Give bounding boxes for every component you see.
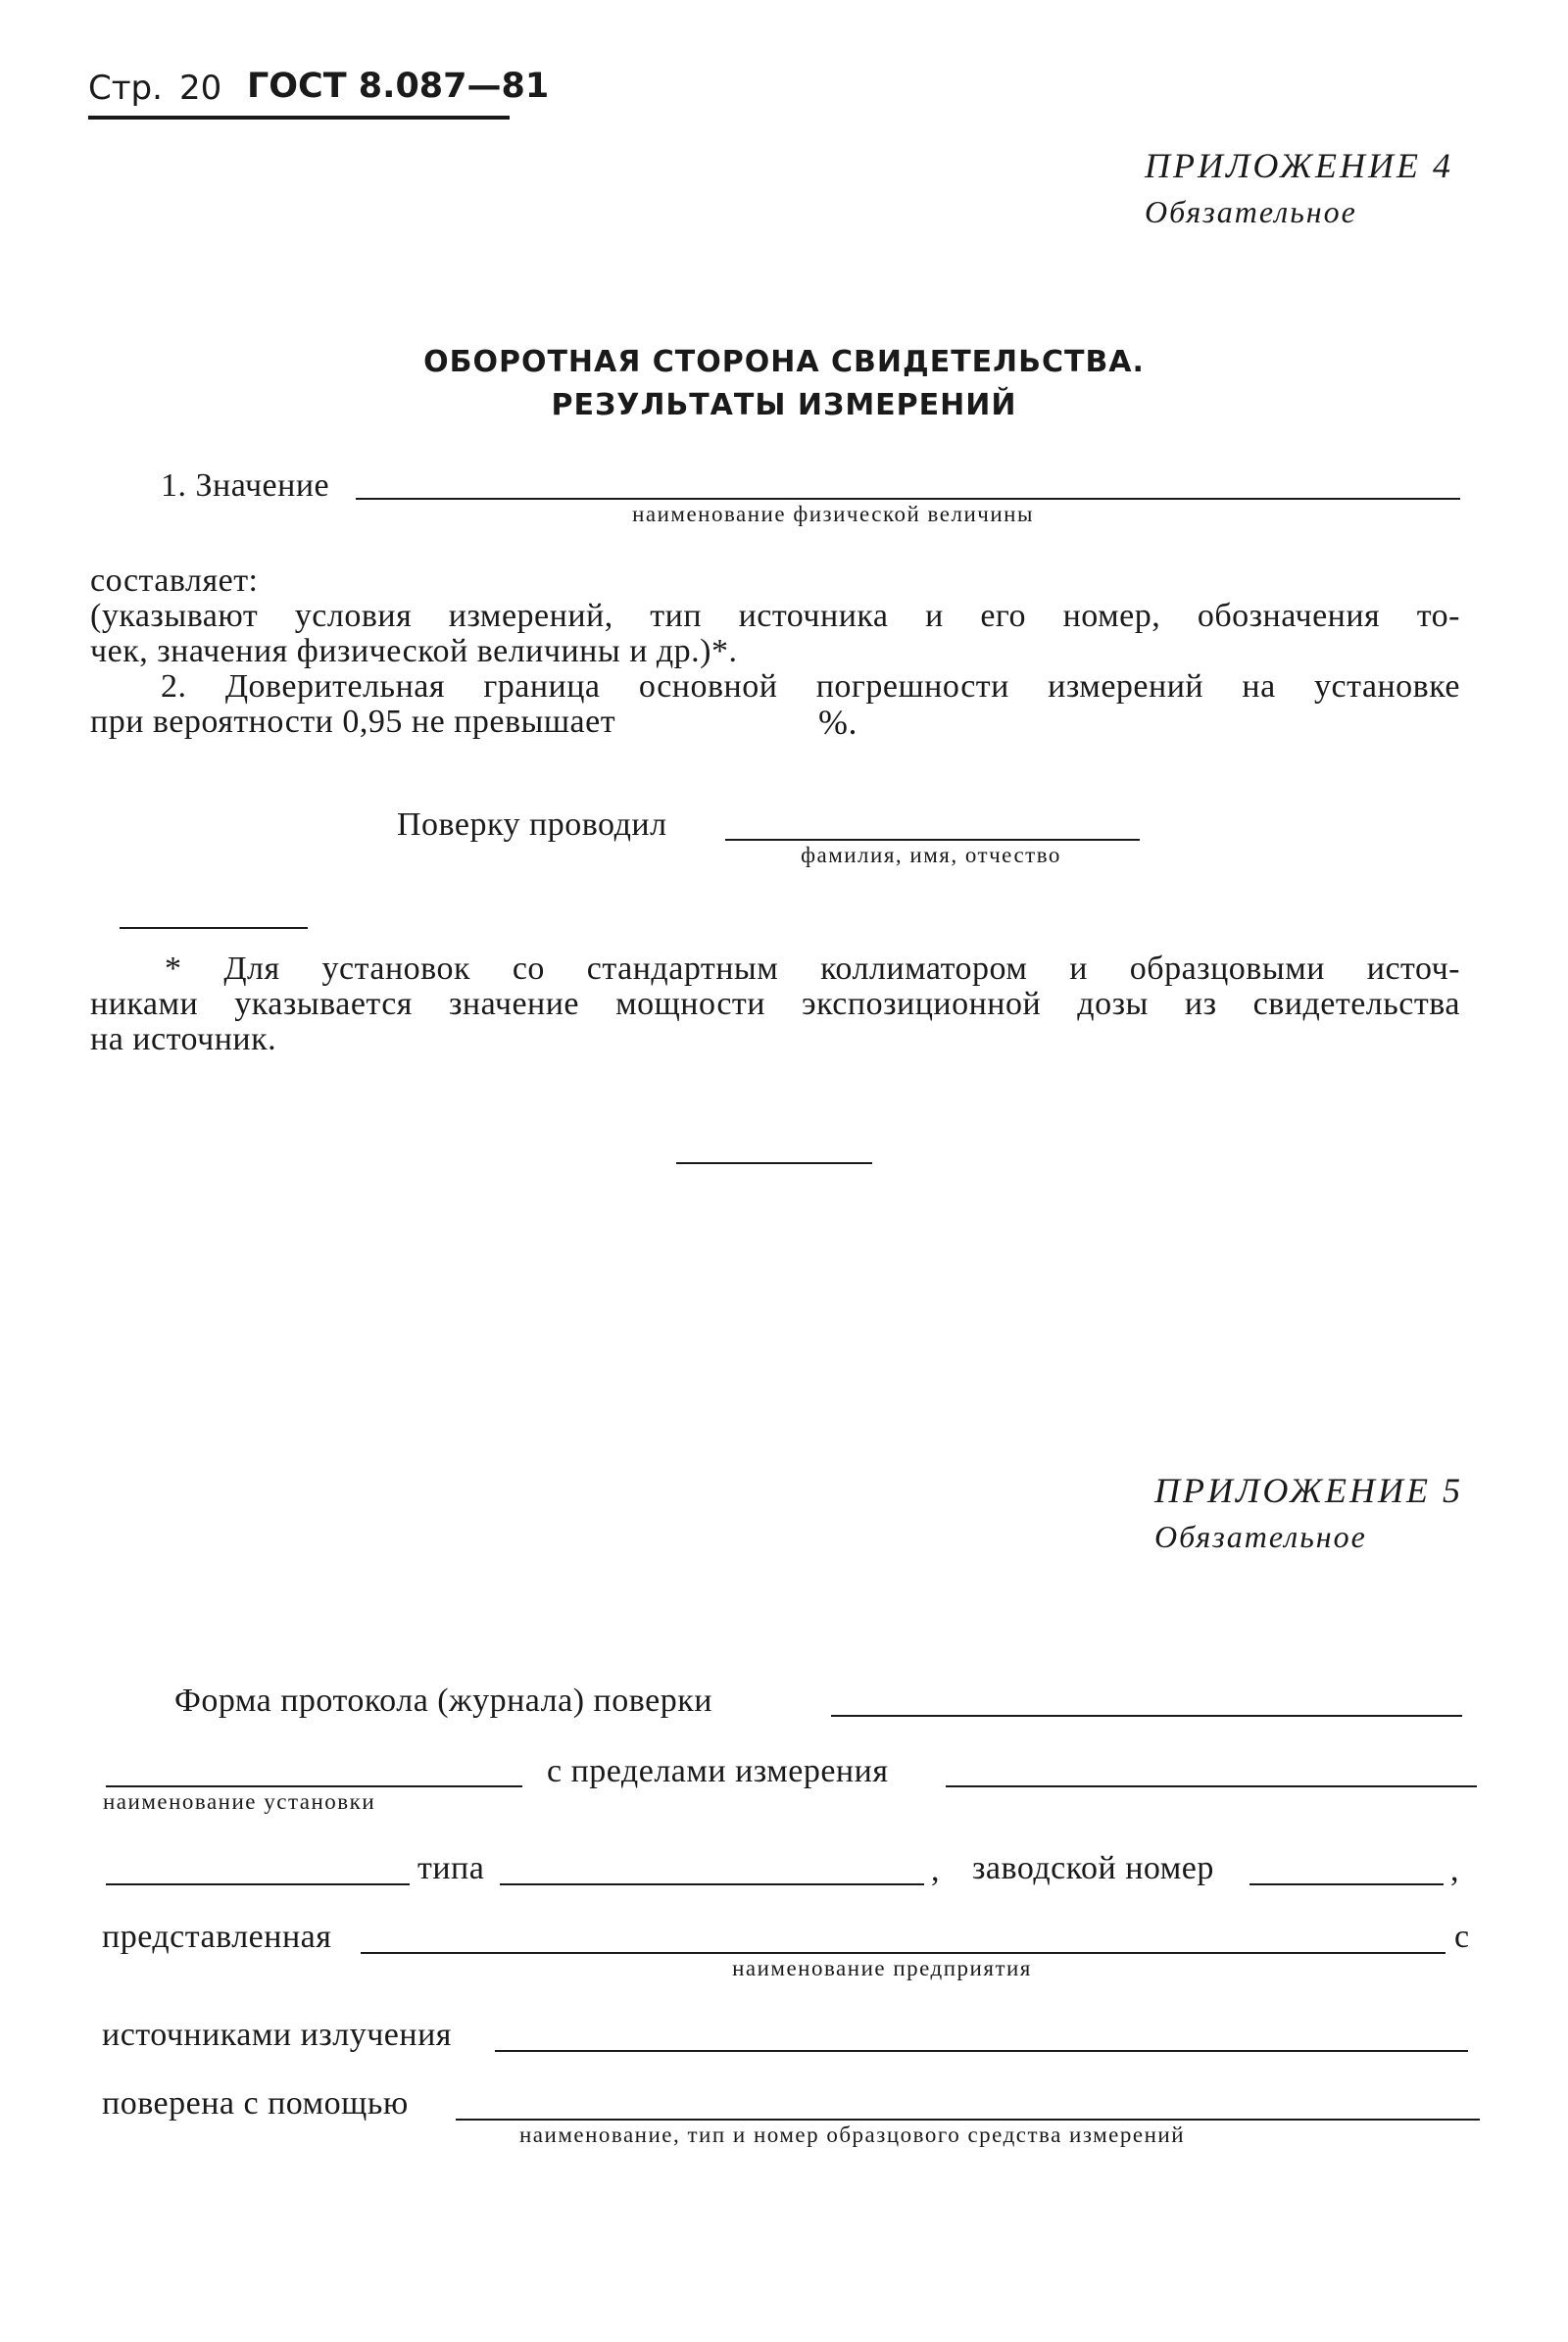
section-divider [676, 1162, 872, 1164]
item2-word: погрешности [815, 668, 1009, 705]
note-word: номер, [1062, 598, 1161, 634]
footnote-word: дозы [1077, 986, 1149, 1022]
header-underline [88, 116, 510, 120]
note-word: его [980, 598, 1027, 634]
footnote-word: никами [90, 986, 199, 1022]
footnote-word: образцовыми [1129, 951, 1325, 987]
footnote-word: источ- [1366, 951, 1460, 987]
footnote-word: мощности [615, 986, 765, 1022]
item1-label: 1. Значение [161, 467, 330, 504]
footnote-word: указывается [234, 986, 413, 1022]
footnote-word: со [512, 951, 545, 987]
note-word: тип [650, 598, 703, 634]
footnote-word: свидетельства [1252, 986, 1460, 1022]
footnote-word: экспозиционной [802, 986, 1042, 1022]
item2-word: граница [483, 668, 601, 705]
sources-blank[interactable] [495, 2050, 1468, 2052]
item2-word: Доверительная [224, 668, 445, 705]
serial-comma: , [1450, 1852, 1459, 1888]
checked-blank[interactable] [456, 2119, 1480, 2121]
installation-caption: наименование установки [103, 1789, 376, 1814]
note-word: обозначения [1197, 598, 1381, 634]
footnote-separator [120, 927, 308, 929]
note-line2: чек, значения физической величины и др.)*. [90, 633, 738, 669]
presented-label: представленная [102, 1919, 332, 1955]
checked-caption: наименование, тип и номер образцового средства измерений [519, 2122, 1186, 2147]
appendix4-status: Обязательное [1145, 194, 1357, 229]
type-prefix-blank[interactable] [106, 1883, 410, 1885]
verified-by-caption: фамилия, имя, отчество [801, 843, 1061, 867]
footnote-line2 [90, 986, 1460, 1023]
verified-by-blank[interactable] [725, 839, 1140, 841]
note-word: то- [1416, 598, 1460, 634]
note-word: и [925, 598, 944, 634]
note-word: источника [738, 598, 889, 634]
limits-blank[interactable] [946, 1785, 1477, 1787]
appendix4-title-line1: ОБОРОТНАЯ СТОРОНА СВИДЕТЕЛЬСТВА. [423, 345, 1145, 379]
item2-word: на [1242, 668, 1276, 705]
footnote-word: Для [223, 951, 280, 987]
makes-up-text: составляет: [90, 562, 259, 599]
page-number: 20 [179, 69, 222, 108]
appendix5-status: Обязательное [1154, 1519, 1367, 1554]
presented-blank[interactable] [361, 1952, 1446, 1954]
item1-blank[interactable] [356, 498, 1460, 500]
appendix5-label: ПРИЛОЖЕНИЕ 5 [1154, 1471, 1463, 1510]
item2-line2: при вероятности 0,95 не превышает [90, 704, 616, 740]
sources-label: источниками излучения [102, 2017, 452, 2053]
appendix4-title-line2: РЕЗУЛЬТАТЫ ИЗМЕРЕНИЙ [551, 388, 1017, 422]
with-label: с [1454, 1919, 1470, 1955]
verified-by-label: Поверку проводил [397, 806, 667, 843]
checked-label: поверена с помощью [102, 2085, 409, 2122]
footnote-word: * [165, 951, 182, 987]
footnote-word: и [1069, 951, 1088, 987]
serial-blank[interactable] [1250, 1883, 1444, 1885]
item1-caption: наименование физической величины [632, 502, 1034, 526]
item2-word: установке [1314, 668, 1460, 705]
type-label: типа [417, 1850, 485, 1886]
installation-blank[interactable] [106, 1785, 522, 1787]
item2-line1 [161, 668, 1460, 706]
page-label: Стр. [88, 69, 163, 108]
footnote-word: коллиматором [820, 951, 1028, 987]
standard-number: ГОСТ 8.087—81 [247, 67, 550, 106]
type-comma: , [931, 1852, 940, 1888]
presented-caption: наименование предприятия [732, 1956, 1032, 1980]
type-blank[interactable] [500, 1883, 924, 1885]
note-line1 [90, 598, 1460, 635]
footnote-word: стандартным [586, 951, 779, 987]
form-title-blank[interactable] [831, 1715, 1462, 1717]
footnote-line3: на источник. [90, 1021, 277, 1057]
item2-word: основной [638, 668, 778, 705]
item2-word: измерений [1048, 668, 1204, 705]
note-word: измерений, [448, 598, 613, 634]
percent-sign: %. [818, 703, 858, 742]
footnote-word: из [1184, 986, 1217, 1022]
appendix4-label: ПРИЛОЖЕНИЕ 4 [1145, 146, 1453, 185]
serial-label: заводской номер [972, 1850, 1214, 1886]
footnote-word: значение [449, 986, 580, 1022]
limits-label: с пределами измерения [547, 1753, 889, 1789]
footnote-line1 [165, 951, 1460, 988]
note-word: (указывают [90, 598, 259, 634]
item2-word: 2. [161, 668, 187, 705]
footnote-word: установок [321, 951, 470, 987]
note-word: условия [294, 598, 413, 634]
form-title: Форма протокола (журнала) поверки [174, 1683, 712, 1719]
